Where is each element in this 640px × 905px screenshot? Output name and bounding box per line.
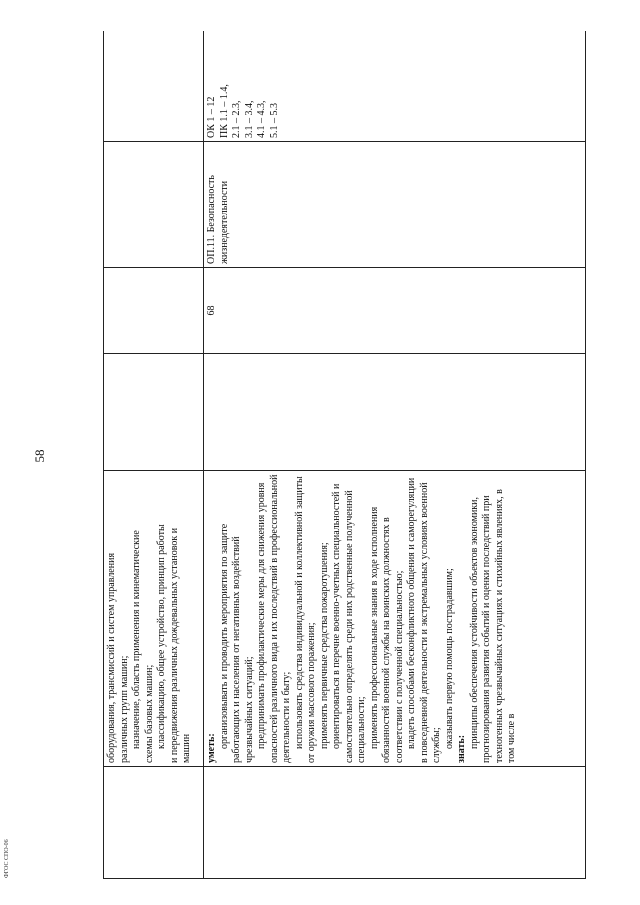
table-cell-hours-max: [104, 354, 204, 471]
table-row: [104, 31, 204, 879]
content-line: машин: [181, 733, 192, 763]
content-line: классификацию, общее устройство, принцип работы: [156, 524, 167, 749]
znat-heading: знать:: [456, 734, 467, 763]
content-line: назначение, область применения и кинематические: [131, 530, 142, 749]
umet-item: использовать средства индивидуальной и коллективной защиты от оружия массового поражения;: [293, 476, 317, 763]
table-cell-index: [204, 767, 586, 879]
table-cell-content: [104, 471, 204, 767]
table-row: [204, 31, 586, 879]
umet-item: ориентироваться в перечне военно-учетных специальностей и самостоятельно определять среди них родственные полученной специальности;: [331, 483, 367, 763]
rotated-content: [103, 31, 586, 879]
competency-line: ОК 1 – 12: [206, 96, 217, 138]
umet-item: применять профессиональные знания в ходе исполнения обязанностей военной службы на воинских должностях в соответствии с полученной специальностью;: [368, 506, 405, 763]
table-cell-competencies: [204, 31, 586, 142]
umet-item: владеть способами бесконфликтного общения и саморегуляции в повседневной деятельности и экстремальных условиях военной службы;: [406, 477, 442, 763]
table-cell-hours: 68: [204, 268, 586, 354]
content-line: оборудования, трансмиссий и систем управления: [106, 552, 117, 763]
table-cell-index: [104, 767, 204, 879]
content-line: схемы базовых машин;: [143, 664, 155, 763]
content-line: и передвижения различных дождевальных установок и: [168, 527, 180, 763]
umet-item: оказывать первую помощь пострадавшим;: [443, 568, 455, 749]
umet-item: организовывать и проводить мероприятия по защите работающих и населения от негативных воздействий чрезвычайных ситуаций;: [218, 523, 255, 763]
znat-item: принципы обеспечения устойчивости объектов экономики, прогнозирования развития событий и оценки последствий при техногенных чрезвычайных ситуациях и стихийных явлениях, в том числе в: [468, 489, 517, 763]
curriculum-table: [103, 31, 586, 879]
table-cell-hours-max: [204, 354, 586, 471]
content-line: различных групп машин;: [118, 655, 130, 763]
table-cell-competencies: [104, 31, 204, 142]
page-number: 58: [32, 449, 47, 463]
umet-heading: уметь:: [206, 733, 217, 763]
table-cell-discipline: ОП.11. Безопасность жизнедеятельности: [204, 142, 586, 268]
competency-line: 3.1 – 3.4,: [243, 100, 255, 138]
table-cell-hours: [104, 268, 204, 354]
competency-line: ПК 1.1 – 1.4,: [218, 84, 230, 138]
competency-line: 2.1 – 2.3,: [231, 100, 242, 138]
table-cell-content: [204, 471, 586, 767]
rotated-table-area: [103, 31, 586, 879]
competency-line: 4.1 – 4.3,: [256, 100, 267, 138]
table-cell-discipline: [104, 142, 204, 268]
competency-line: 5.1 – 5.3: [268, 103, 280, 138]
footer-standard-label: ФГОС СПО-06: [4, 839, 10, 878]
umet-item: применять первичные средства пожаротушения;: [318, 542, 330, 749]
umet-item: предпринимать профилактические меры для снижения уровня опасностей различного вида и их последствий в профессиональной деятельности и быту;: [256, 474, 292, 763]
